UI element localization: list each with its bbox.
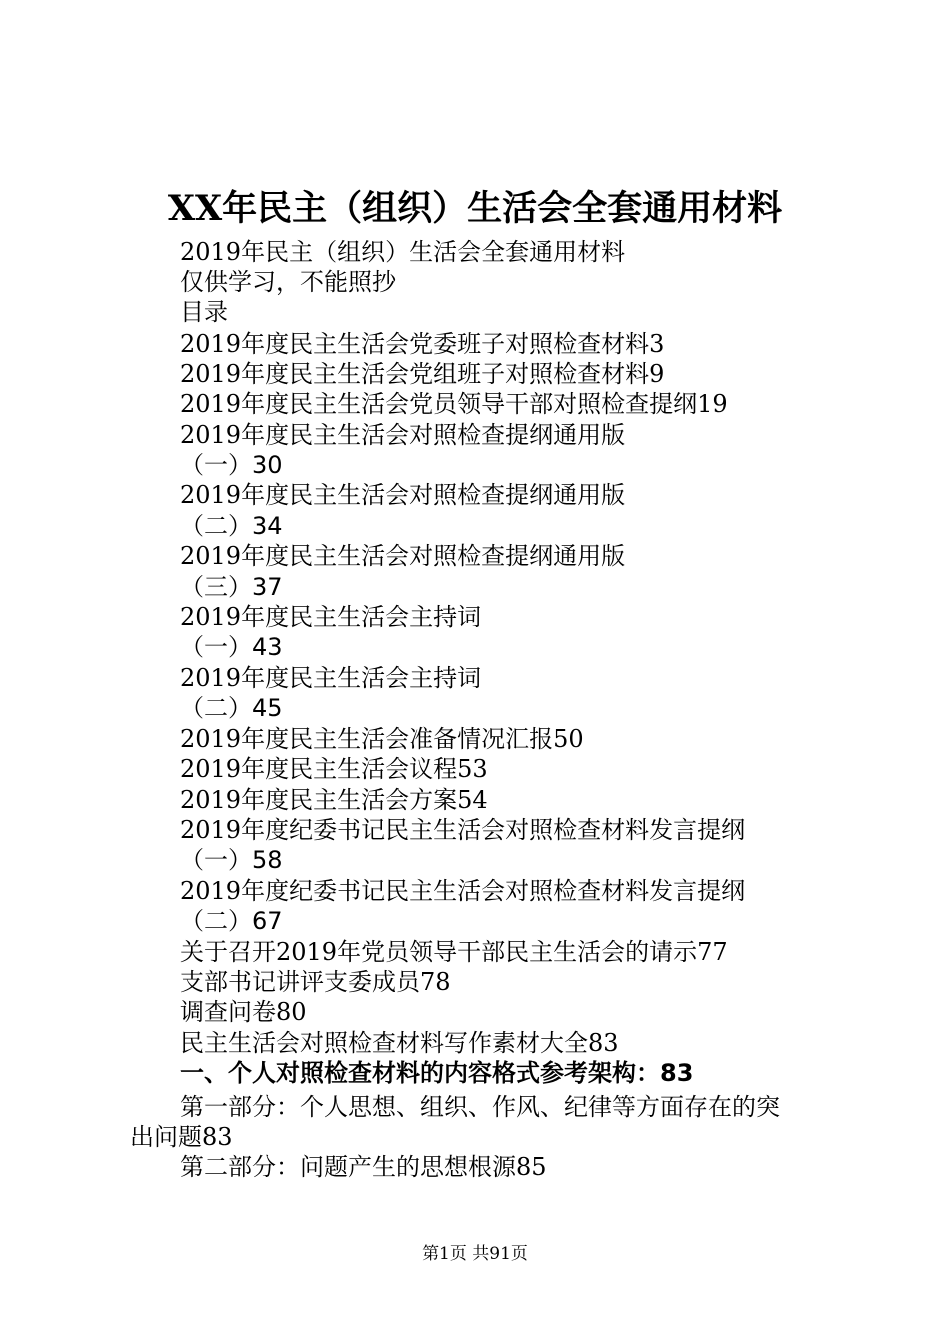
toc-item-page: （二）45 [180, 694, 283, 722]
toc-item: 2019年度民主生活会对照检查提纲通用版 [180, 542, 626, 570]
toc-item: 支部书记讲评支委成员78 [180, 968, 451, 996]
toc-heading: 目录 [180, 298, 228, 326]
toc-item: 2019年度民主生活会主持词 [180, 603, 482, 631]
toc-item: 2019年度民主生活会对照检查提纲通用版 [180, 421, 626, 449]
toc-item: 2019年度民主生活会对照检查提纲通用版 [180, 481, 626, 509]
toc-item: 调查问卷80 [180, 998, 307, 1026]
section-heading: 一、个人对照检查材料的内容格式参考架构：83 [180, 1059, 694, 1087]
toc-item-page: （三）37 [180, 573, 283, 601]
toc-item: 2019年度民主生活会党组班子对照检查材料9 [180, 360, 665, 388]
toc-item: 2019年度纪委书记民主生活会对照检查材料发言提纲 [180, 816, 746, 844]
toc-item: 民主生活会对照检查材料写作素材大全83 [180, 1029, 619, 1057]
page-footer: 第1页 共91页 [422, 1244, 528, 1264]
toc-item: 2019年度民主生活会主持词 [180, 664, 482, 692]
toc-item: 2019年度纪委书记民主生活会对照检查材料发言提纲 [180, 877, 746, 905]
part-one-line-two: 出问题83 [130, 1123, 233, 1151]
usage-note: 仅供学习，不能照抄 [180, 268, 396, 296]
toc-item: 2019年度民主生活会方案54 [180, 786, 488, 814]
subtitle: 2019年民主（组织）生活会全套通用材料 [180, 238, 626, 266]
toc-item-page: （二）67 [180, 907, 283, 935]
toc-item: 关于召开2019年党员领导干部民主生活会的请示77 [180, 938, 728, 966]
toc-item: 2019年度民主生活会议程53 [180, 755, 488, 783]
toc-item: 2019年度民主生活会准备情况汇报50 [180, 725, 584, 753]
toc-item-page: （一）43 [180, 633, 283, 661]
part-one-line-one: 第一部分：个人思想、组织、作风、纪律等方面存在的突 [180, 1093, 780, 1121]
document-title: XX年民主（组织）生活会全套通用材料 [167, 188, 783, 229]
part-two: 第二部分：问题产生的思想根源85 [180, 1153, 547, 1181]
toc-item: 2019年度民主生活会党委班子对照检查材料3 [180, 330, 665, 358]
toc-item-page: （一）58 [180, 846, 283, 874]
toc-item-page: （一）30 [180, 451, 283, 479]
toc-item: 2019年度民主生活会党员领导干部对照检查提纲19 [180, 390, 728, 418]
toc-item-page: （二）34 [180, 512, 283, 540]
